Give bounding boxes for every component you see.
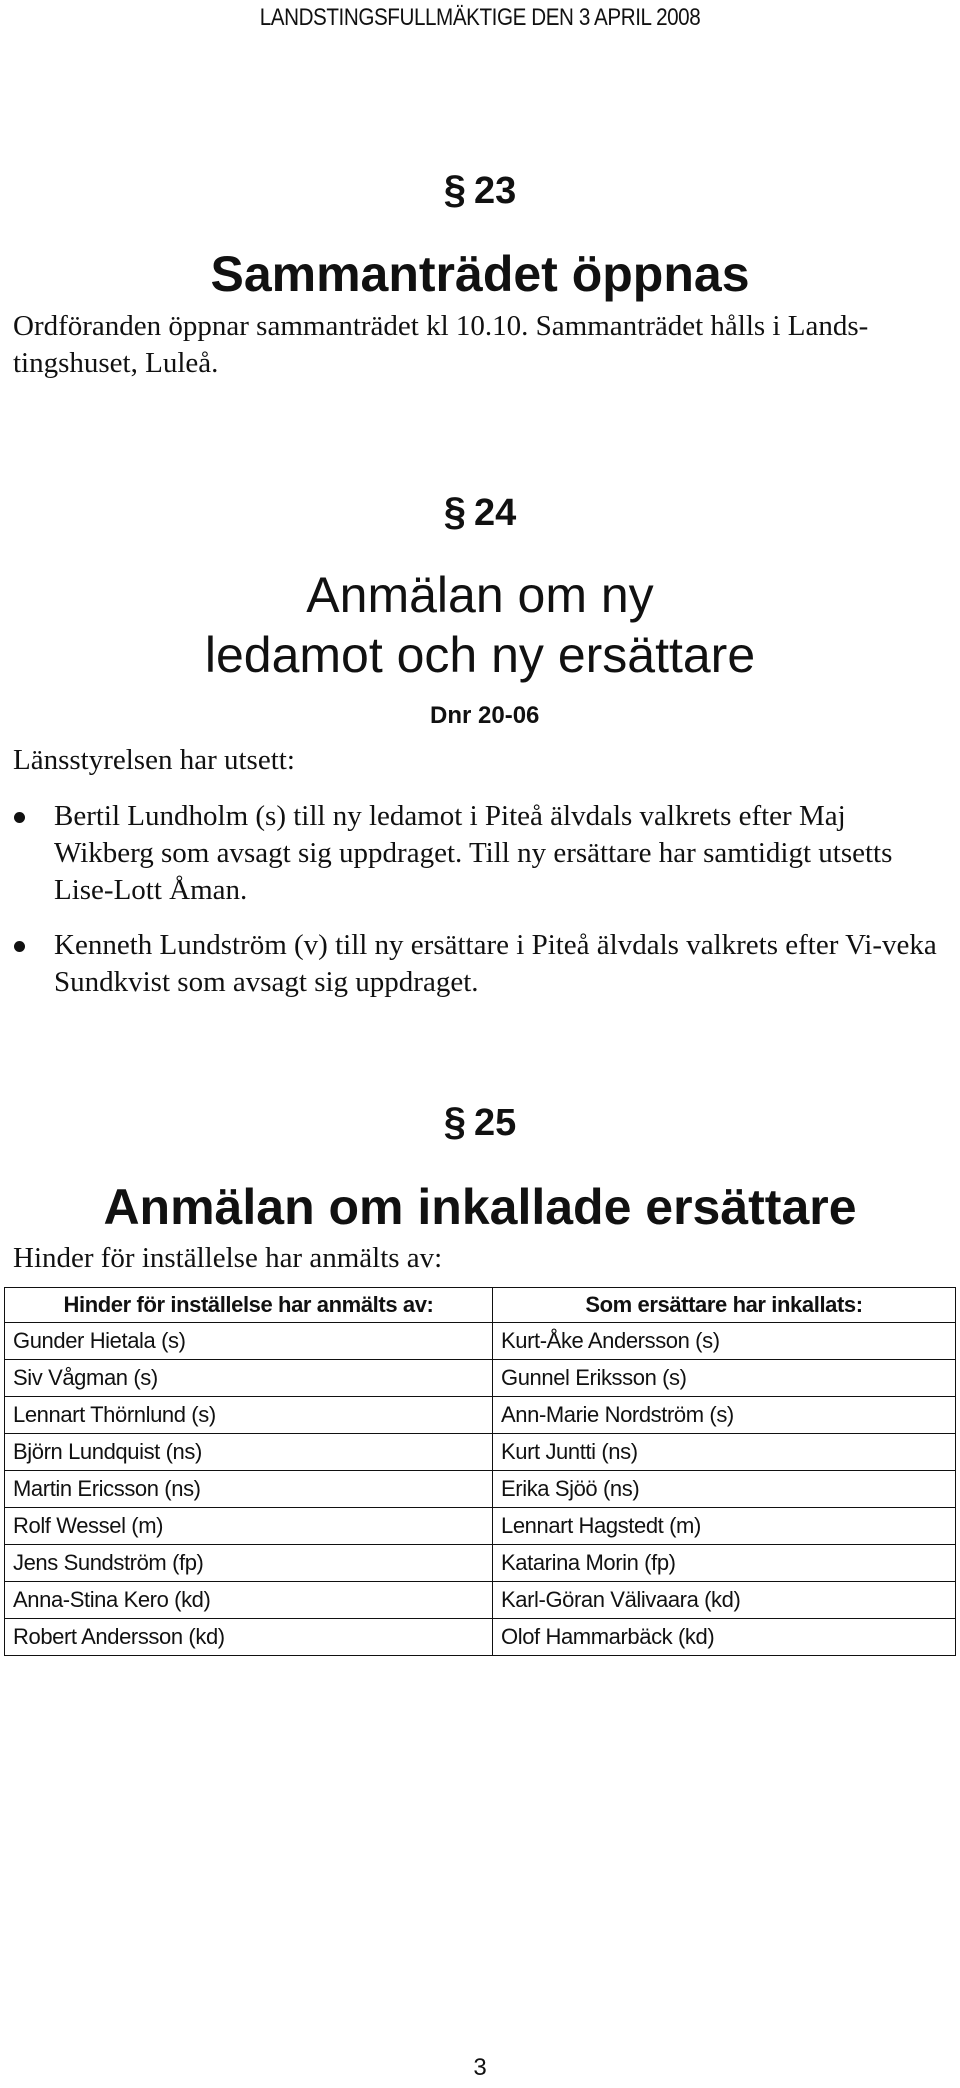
table-row	[5, 1434, 956, 1471]
running-head: LANDSTINGSFULLMÄKTIGE DEN 3 APRIL 2008	[259, 4, 701, 31]
table-row	[5, 1545, 956, 1582]
substitute-cell: Karl-Göran Välivaara (kd)	[493, 1582, 956, 1619]
absent-member-cell: Björn Lundquist (ns)	[5, 1434, 493, 1471]
substitute-cell: Katarina Morin (fp)	[493, 1545, 956, 1582]
bullet-icon	[14, 941, 25, 952]
section-24-title-line-2: ledamot och ny ersättare	[204, 627, 756, 683]
substitute-cell: Lennart Hagstedt (m)	[493, 1508, 956, 1545]
table-row	[5, 1619, 956, 1656]
dnr-label: Dnr 20-06	[430, 702, 540, 729]
table-header-row	[5, 1288, 956, 1323]
section-symbol: §	[443, 168, 466, 212]
list-item-text: Bertil Lundholm (s) till ny ledamot i Piteå älvdals valkrets efter Maj Wikberg som avsagt sig uppdraget. Till ny ersättare har samtidigt utsetts Lise-Lott Åman.	[54, 800, 893, 906]
section-24-title-line-1: Anmälan om ny	[306, 567, 654, 623]
table-row	[5, 1397, 956, 1434]
absent-member-cell: Jens Sundström (fp)	[5, 1545, 493, 1582]
table-row	[5, 1360, 956, 1397]
table-row	[5, 1471, 956, 1508]
table-row	[5, 1582, 956, 1619]
page-number: 3	[473, 2054, 487, 2081]
absent-member-cell: Anna-Stina Kero (kd)	[5, 1582, 493, 1619]
substitute-cell: Kurt Juntti (ns)	[493, 1434, 956, 1471]
table-row	[5, 1323, 956, 1360]
list-item-text: Kenneth Lundström (v) till ny ersättare i Piteå älvdals valkrets efter Vi-veka Sundkvist som avsagt sig uppdraget.	[54, 929, 937, 998]
substitute-cell: Erika Sjöö (ns)	[493, 1471, 956, 1508]
substitutes-table	[4, 1287, 956, 1656]
absent-member-cell: Siv Vågman (s)	[5, 1360, 493, 1397]
section-number: 24	[473, 492, 517, 534]
section-25-title: Anmälan om inkallade ersättare	[103, 1179, 857, 1235]
section-23-text: Ordföranden öppnar sammanträdet kl 10.10. Sammanträdet hålls i Lands-tingshuset, Luleå.	[13, 310, 869, 379]
absent-member-cell: Martin Ericsson (ns)	[5, 1471, 493, 1508]
appointment-list	[0, 798, 960, 1019]
section-23-number	[0, 168, 960, 213]
absent-member-cell: Robert Andersson (kd)	[5, 1619, 493, 1656]
substitute-cell: Ann-Marie Nordström (s)	[493, 1397, 956, 1434]
substitute-cell: Gunnel Eriksson (s)	[493, 1360, 956, 1397]
absent-member-cell: Rolf Wessel (m)	[5, 1508, 493, 1545]
section-25-intro: Hinder för inställelse har anmälts av:	[13, 1242, 443, 1274]
section-23-title: Sammanträdet öppnas	[210, 246, 750, 302]
section-24-intro: Länsstyrelsen har utsett:	[13, 744, 295, 776]
section-number: 25	[473, 1102, 517, 1144]
bullet-icon	[14, 812, 25, 823]
table-row	[5, 1508, 956, 1545]
section-number: 23	[473, 170, 517, 212]
substitute-cell: Kurt-Åke Andersson (s)	[493, 1323, 956, 1360]
absent-member-cell: Gunder Hietala (s)	[5, 1323, 493, 1360]
absent-member-cell: Lennart Thörnlund (s)	[5, 1397, 493, 1434]
list-item	[0, 927, 960, 1001]
column-header-absent: Hinder för inställelse har anmälts av:	[5, 1288, 493, 1323]
list-item	[0, 798, 960, 909]
substitute-cell: Olof Hammarbäck (kd)	[493, 1619, 956, 1656]
section-25-number	[0, 1100, 960, 1145]
section-symbol: §	[443, 1100, 466, 1144]
section-symbol: §	[443, 490, 466, 534]
section-24-number	[0, 490, 960, 535]
column-header-substitute: Som ersättare har inkallats:	[493, 1288, 956, 1323]
